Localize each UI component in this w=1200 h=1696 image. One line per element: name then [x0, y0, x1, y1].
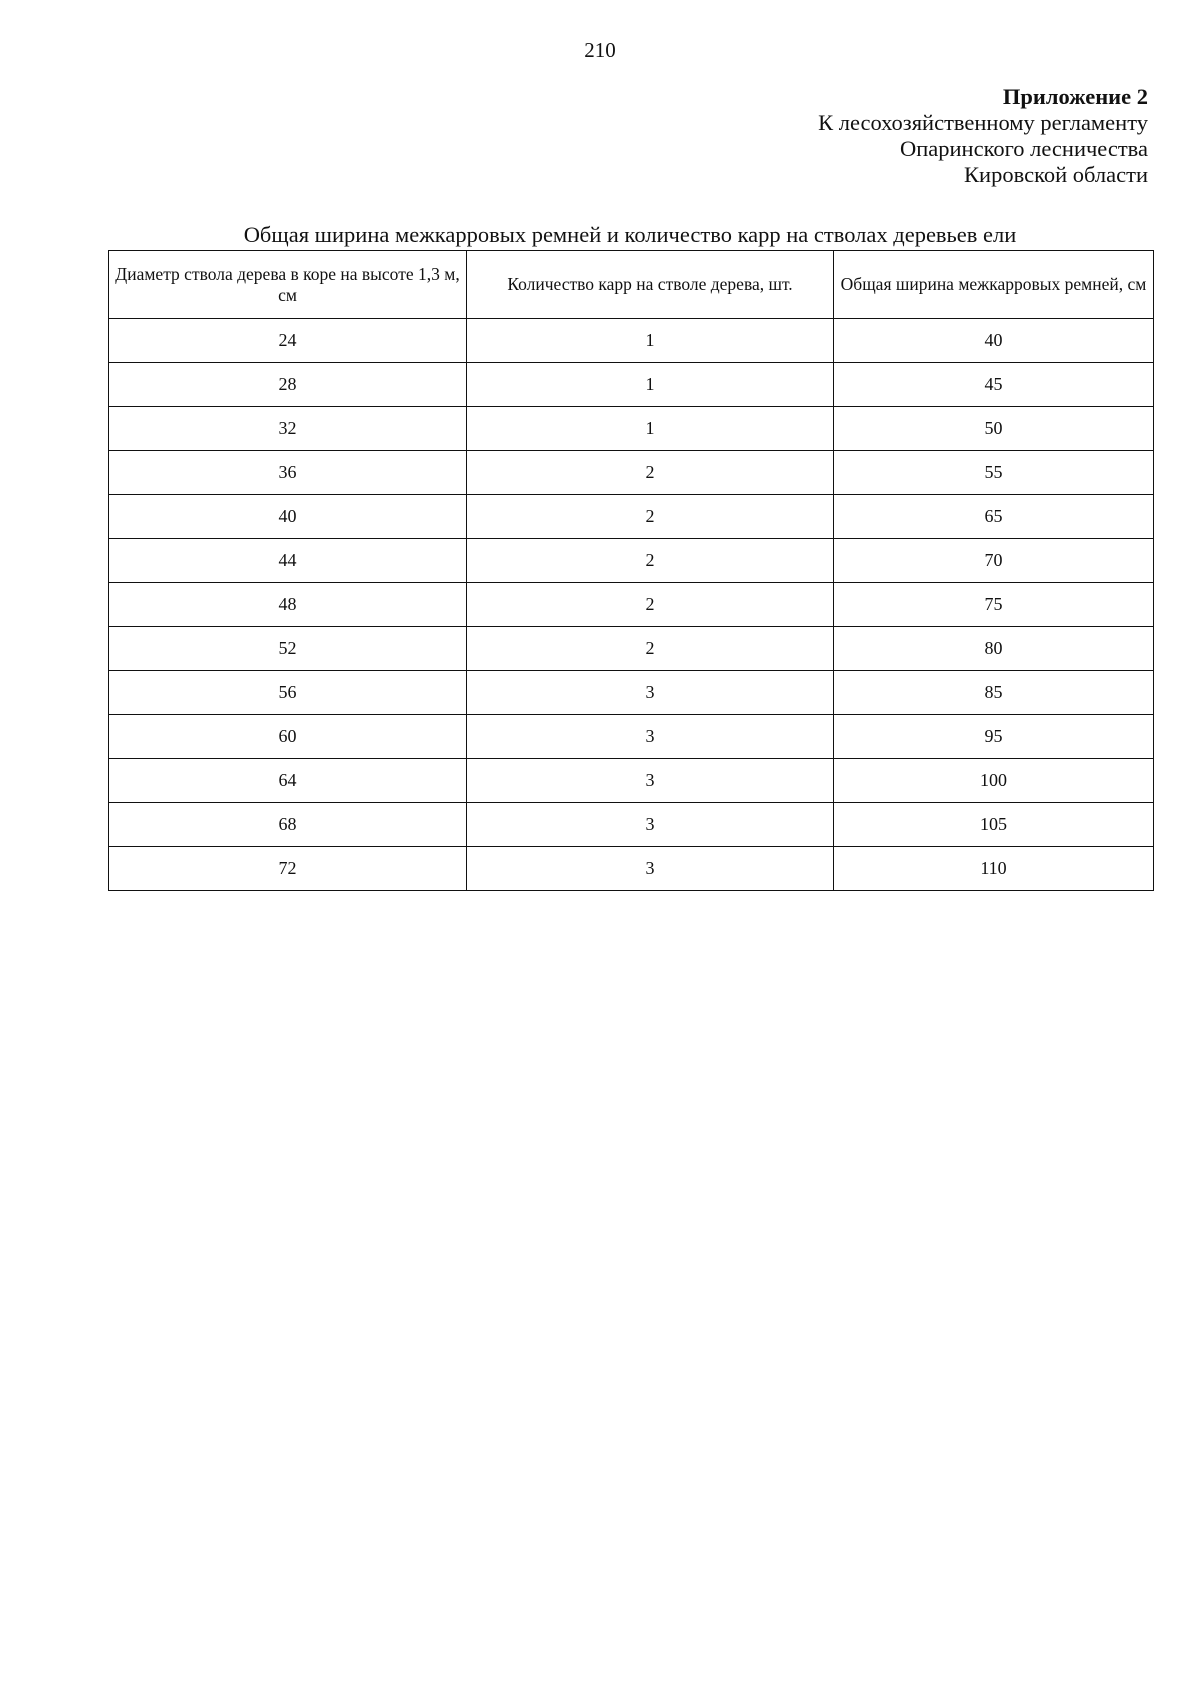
cell-tap-count: 3	[467, 715, 834, 759]
table-body	[109, 319, 1154, 891]
table-row	[109, 715, 1154, 759]
table-row	[109, 803, 1154, 847]
cell-total-width: 45	[834, 363, 1154, 407]
cell-total-width: 75	[834, 583, 1154, 627]
table-header-row	[109, 251, 1154, 319]
cell-tap-count: 2	[467, 495, 834, 539]
table-row	[109, 451, 1154, 495]
cell-total-width: 55	[834, 451, 1154, 495]
header-diameter: Диаметр ствола дерева в коре на высоте 1,3 м, см	[109, 251, 467, 319]
cell-diameter: 24	[109, 319, 467, 363]
appendix-line-forestry: Опаринского лесничества	[899, 136, 1148, 161]
cell-total-width: 105	[834, 803, 1154, 847]
appendix-line-region: Кировской области	[964, 162, 1148, 187]
table-row	[109, 407, 1154, 451]
cell-total-width: 50	[834, 407, 1154, 451]
cell-total-width: 65	[834, 495, 1154, 539]
cell-diameter: 44	[109, 539, 467, 583]
appendix-line-regulation: К лесохозяйственному регламенту	[818, 110, 1148, 135]
table-caption: Общая ширина межкарровых ремней и количество карр на стволах деревьев ели	[243, 222, 1017, 247]
cell-diameter: 72	[109, 847, 467, 891]
table-row	[109, 495, 1154, 539]
cell-tap-count: 1	[467, 319, 834, 363]
cell-tap-count: 3	[467, 671, 834, 715]
table-row	[109, 319, 1154, 363]
page-number: 210	[584, 38, 616, 62]
cell-tap-count: 3	[467, 847, 834, 891]
table-row	[109, 671, 1154, 715]
cell-total-width: 40	[834, 319, 1154, 363]
cell-diameter: 28	[109, 363, 467, 407]
appendix-block	[818, 84, 1148, 188]
cell-total-width: 100	[834, 759, 1154, 803]
cell-tap-count: 2	[467, 451, 834, 495]
cell-total-width: 95	[834, 715, 1154, 759]
appendix-title: Приложение 2	[1002, 84, 1148, 109]
cell-total-width: 85	[834, 671, 1154, 715]
table-row	[109, 847, 1154, 891]
cell-tap-count: 3	[467, 803, 834, 847]
cell-diameter: 52	[109, 627, 467, 671]
cell-diameter: 32	[109, 407, 467, 451]
table-row	[109, 583, 1154, 627]
cell-tap-count: 1	[467, 363, 834, 407]
cell-total-width: 80	[834, 627, 1154, 671]
cell-total-width: 110	[834, 847, 1154, 891]
table-row	[109, 363, 1154, 407]
cell-tap-count: 1	[467, 407, 834, 451]
cell-diameter: 40	[109, 495, 467, 539]
cell-tap-count: 3	[467, 759, 834, 803]
cell-tap-count: 2	[467, 627, 834, 671]
cell-total-width: 70	[834, 539, 1154, 583]
cell-diameter: 48	[109, 583, 467, 627]
cell-tap-count: 2	[467, 583, 834, 627]
cell-diameter: 68	[109, 803, 467, 847]
table-row	[109, 539, 1154, 583]
cell-diameter: 36	[109, 451, 467, 495]
cell-diameter: 56	[109, 671, 467, 715]
table-row	[109, 759, 1154, 803]
cell-tap-count: 2	[467, 539, 834, 583]
cell-diameter: 64	[109, 759, 467, 803]
table-row	[109, 627, 1154, 671]
header-tap-count: Количество карр на стволе дерева, шт.	[467, 251, 834, 319]
cell-diameter: 60	[109, 715, 467, 759]
spruce-tapping-table	[108, 250, 1154, 891]
header-total-width: Общая ширина межкарровых ремней, см	[834, 251, 1154, 319]
